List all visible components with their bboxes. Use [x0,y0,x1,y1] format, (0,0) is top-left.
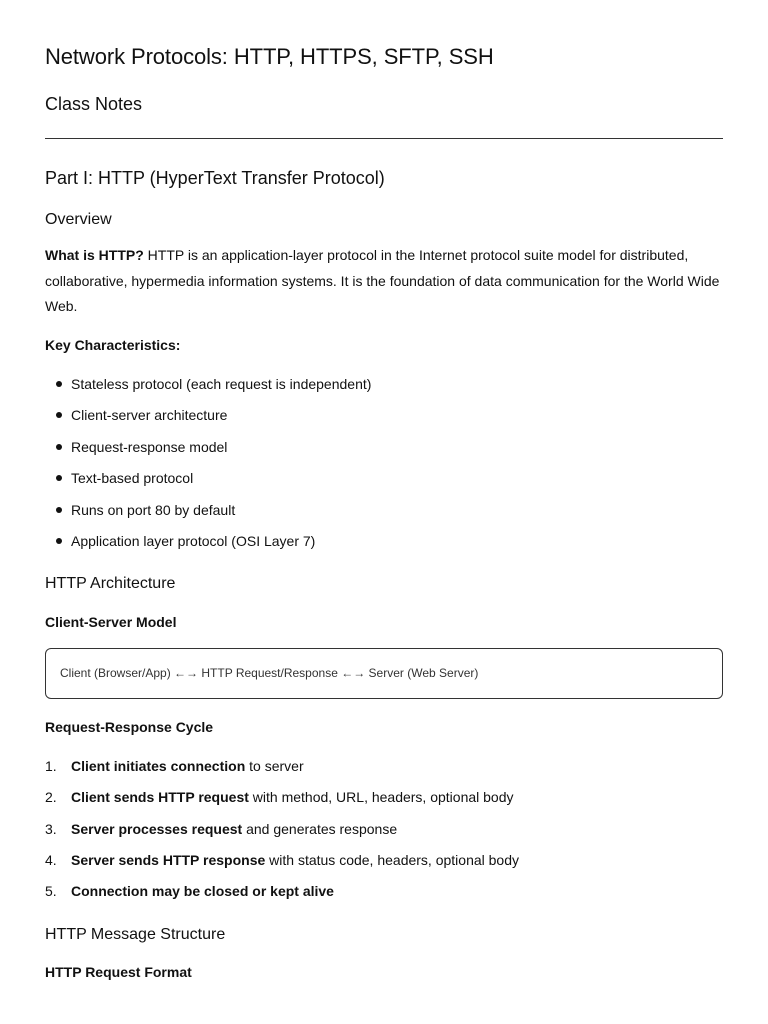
document-title: Network Protocols: HTTP, HTTPS, SFTP, SSH [45,44,494,69]
section-heading-part1: Part I: HTTP (HyperText Transfer Protocol) [45,168,385,188]
what-is-http-label: What is HTTP? [45,247,144,263]
list-item-text: Text-based protocol [71,470,194,487]
subsection-heading-overview: Overview [45,211,112,228]
step-text: and generates response [242,820,398,837]
list-item-text: Runs on port 80 by default [71,501,236,518]
list-item [45,756,519,787]
key-characteristics-list [45,374,371,562]
step-bold-text: Client initiates connection [71,758,246,774]
list-item-text: Application layer protocol (OSI Layer 7) [71,532,316,549]
step-text: with status code, headers, optional body [265,851,519,868]
step-text: to server [245,758,304,774]
list-item [45,787,519,818]
client-server-diagram-box: Client (Browser/App) ←→ HTTP Request/Response ←→ Server (Web Server) [45,648,723,699]
key-characteristics-heading: Key Characteristics: [45,337,181,353]
list-item-text: Client-server architecture [71,407,228,424]
list-item [45,500,371,531]
client-server-model-heading: Client-Server Model [45,614,177,630]
horizontal-rule [45,138,723,139]
list-item [45,405,371,436]
list-item [45,850,519,881]
list-item [45,437,371,468]
step-text: with method, URL, headers, optional body [248,789,514,806]
bullet-icon [56,444,62,450]
subsection-heading-message-structure: HTTP Message Structure [45,926,226,943]
subsection-heading-architecture: HTTP Architecture [45,575,176,592]
list-item-text: Request-response model [71,438,228,455]
list-item-text: Stateless protocol (each request is independent) [71,376,372,392]
step-number: 4. [45,851,57,868]
request-format-heading: HTTP Request Format [45,964,192,980]
step-number: 3. [45,820,57,837]
list-item [45,881,519,912]
list-item [45,468,371,499]
step-bold-text: Server processes request [71,820,243,837]
step-number: 2. [45,789,57,806]
list-item [45,374,371,405]
bullet-icon [56,507,62,513]
list-item [45,819,519,850]
bullet-icon [56,475,62,481]
step-bold-text: Client sends HTTP request [71,789,249,806]
list-item [45,531,371,562]
step-number: 5. [45,883,57,900]
what-is-http-paragraph [45,243,725,320]
step-bold-text: Connection may be closed or kept alive [71,883,334,900]
bullet-icon [56,538,62,544]
step-number: 1. [45,758,57,774]
document-subtitle: Class Notes [45,94,143,114]
request-response-cycle-heading: Request-Response Cycle [45,719,214,735]
step-bold-text: Server sends HTTP response [71,851,266,868]
request-response-steps [45,756,519,912]
bullet-icon [56,381,62,387]
bullet-icon [56,412,62,418]
what-is-http-text: HTTP is an application-layer protocol in the Internet protocol suite model for distributed, collaborative, hypermedia information systems. It is the foundation of data communication for the World Wide Web. [45,247,720,314]
